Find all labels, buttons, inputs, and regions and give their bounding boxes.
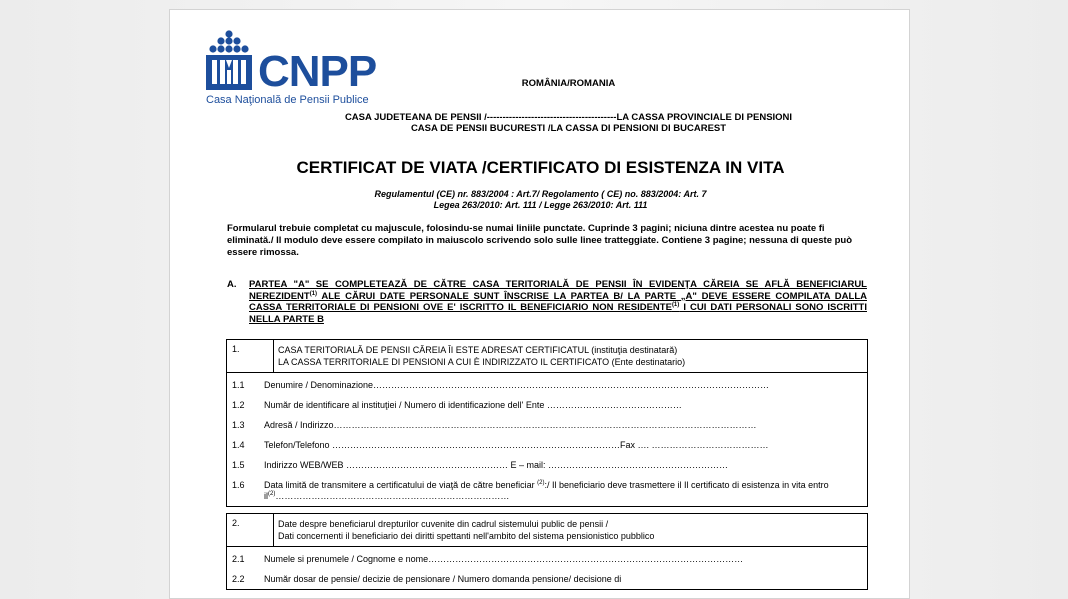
table-fields <box>227 547 868 590</box>
field-number: 1.3 <box>232 420 245 430</box>
field-row-adresa[interactable] <box>227 420 867 431</box>
beneficiary-data-table <box>226 513 868 590</box>
data-limita-text-a: Data limită de transmitere a certificatului de viaţă de către beneficiar <box>264 480 538 490</box>
table-fields <box>227 373 868 507</box>
field-row-denumire[interactable] <box>227 380 867 391</box>
field-row-web-email[interactable] <box>227 460 867 471</box>
table-section-header <box>274 514 868 547</box>
regulation-line-2: Legea 263/2010: Art. 111 / Legge 263/2010: Art. 111 <box>433 200 648 210</box>
web-email-field[interactable]: Indirizzo WEB/WEB ……………………………………………… E – mail: …………………………………………………… <box>264 460 729 470</box>
logo-subtitle: Casa Naţională de Pensii Publice <box>206 94 369 106</box>
intro-instructions: Formularul trebuie completat cu majuscule, folosindu-se numai liniile punctate. Cuprinde 3 pagini; niciuna dintre acestea nu poate fi eliminată./ Il modulo deve essere compilato in maiuscolo scrivendo solo sulle linee tratteggiate. Contiene 3 pagine; nessuna di queste può essere rimossa. <box>227 223 853 258</box>
footnote-2-marker: (2) <box>268 491 276 497</box>
regulation-line-1: Regulamentul (CE) nr. 883/2004 : Art.7/ Regolamento ( CE) no. 883/2004: Art. 7 <box>374 189 707 199</box>
denumire-field[interactable]: Denumire / Denominazione…………………………………………………………………………………………………………………… <box>264 380 770 390</box>
field-number: 1.5 <box>232 460 245 470</box>
table-header-row <box>227 514 868 547</box>
footnote-1-marker: (1) <box>671 301 680 308</box>
table-header-line-1: CASA TERITORIALĂ DE PENSII CĂREIA ÎI ESTE ADRESAT CERTIFICATUL (instituţia destinatară) <box>278 345 678 355</box>
numar-identificare-field[interactable]: Număr de identificare al instituţiei / Numero di identificazione dell' Ente ……………………………………… <box>264 400 682 410</box>
country-heading: ROMÂNIA/ROMANIA <box>521 78 616 89</box>
section-a-text-3: I CUI DATI PERSONALI SONO ISCRITTI NELLA PARTE B <box>249 302 867 325</box>
section-a-label: A. <box>227 279 237 290</box>
numar-dosar-field[interactable]: Număr dosar de pensie/ decizie de pensionare / Numero domanda pensione/ decisione di <box>264 574 622 584</box>
data-limita-field[interactable] <box>263 480 867 502</box>
destination-institution-table <box>226 339 868 507</box>
document-title: CERTIFICAT DE VIATA /CERTIFICATO DI ESISTENZA IN VITA <box>296 158 785 177</box>
field-number: 2.2 <box>232 574 245 584</box>
field-row-numar-identificare[interactable] <box>227 400 867 411</box>
table-header-row <box>227 340 868 373</box>
logo-wordmark: CNPP <box>258 47 377 96</box>
address-line-2: CASA DE PENSII BUCURESTI /LA CASSA DI PENSIONI DI BUCAREST <box>410 123 727 134</box>
section-a-text-1: PARTEA "A" SE COMPLETEAZĂ DE CĂTRE CASA TERITORIALĂ DE PENSII ÎN EVIDENŢA CĂREIA SE AFLĂ BENEFICIARUL NEREZIDENT <box>249 279 867 302</box>
field-number: 1.4 <box>232 440 245 450</box>
field-number: 1.2 <box>232 400 245 410</box>
section-a-heading <box>227 279 867 325</box>
adresa-field[interactable]: Adresă / Indirizzo…………………………………………………………………………………………………………………………… <box>264 420 757 430</box>
field-number: 1.6 <box>232 480 245 490</box>
field-number: 1.1 <box>232 380 245 390</box>
table-header-line-2: Dati concernenti il beneficiario dei diritti spettanti nell'ambito del sistema pensionistico pubblico <box>278 531 655 541</box>
telefon-fax-field[interactable]: Telefon/Telefono ……………………………………………………………………………………Fax …. ………………………………… <box>264 440 769 450</box>
footnote-1-marker: (1) <box>309 290 318 297</box>
section-a-text-2: ALE CĂRUI DATE PERSONALE SUNT ÎNSCRISE LA PARTEA B/ LA PARTE „A" DEVE ESSERE COMPILATA DALLA CASSA TERRITORIALE DI PENSIONI OVE E' ISCRITTO IL BENEFICIARIO NON RESIDENTE <box>249 290 867 313</box>
data-limita-text-c: …………………………………………………………………… <box>275 491 510 501</box>
nume-prenume-field[interactable]: Numele si prenumele / Cognome e nome…………………………………………………………………………………………… <box>264 554 744 564</box>
table-section-header <box>274 340 868 373</box>
table-body-row <box>227 547 868 590</box>
address-line-1: CASA JUDETEANA DE PENSII /-----------------------------------------LA CASSA PROVINCIALE DI PENSIONI <box>344 112 793 123</box>
footnote-2-marker: (2) <box>537 480 545 486</box>
table-header-line-1: Date despre beneficiarul drepturilor cuvenite din cadrul sistemului public de pensii / <box>278 519 609 529</box>
data-limita-text-b: :/ Il beneficiario deve trasmettere il Il certificato di esistenza in vita entro il <box>264 480 829 501</box>
table-section-number: 2. <box>227 514 274 547</box>
field-number: 2.1 <box>232 554 245 564</box>
table-header-line-2: LA CASSA TERRITORIALE DI PENSIONI A CUI È INDIRIZZATO IL CERTIFICATO (Ente destinatario) <box>278 357 686 367</box>
field-row-data-limita[interactable] <box>227 480 867 502</box>
field-row-nume-prenume[interactable] <box>227 554 867 565</box>
field-row-telefon-fax[interactable] <box>227 440 867 451</box>
section-a-text <box>249 279 867 325</box>
table-section-number: 1. <box>227 340 274 373</box>
cnpp-logo <box>206 30 376 106</box>
document-page <box>169 9 910 599</box>
table-body-row <box>227 373 868 507</box>
